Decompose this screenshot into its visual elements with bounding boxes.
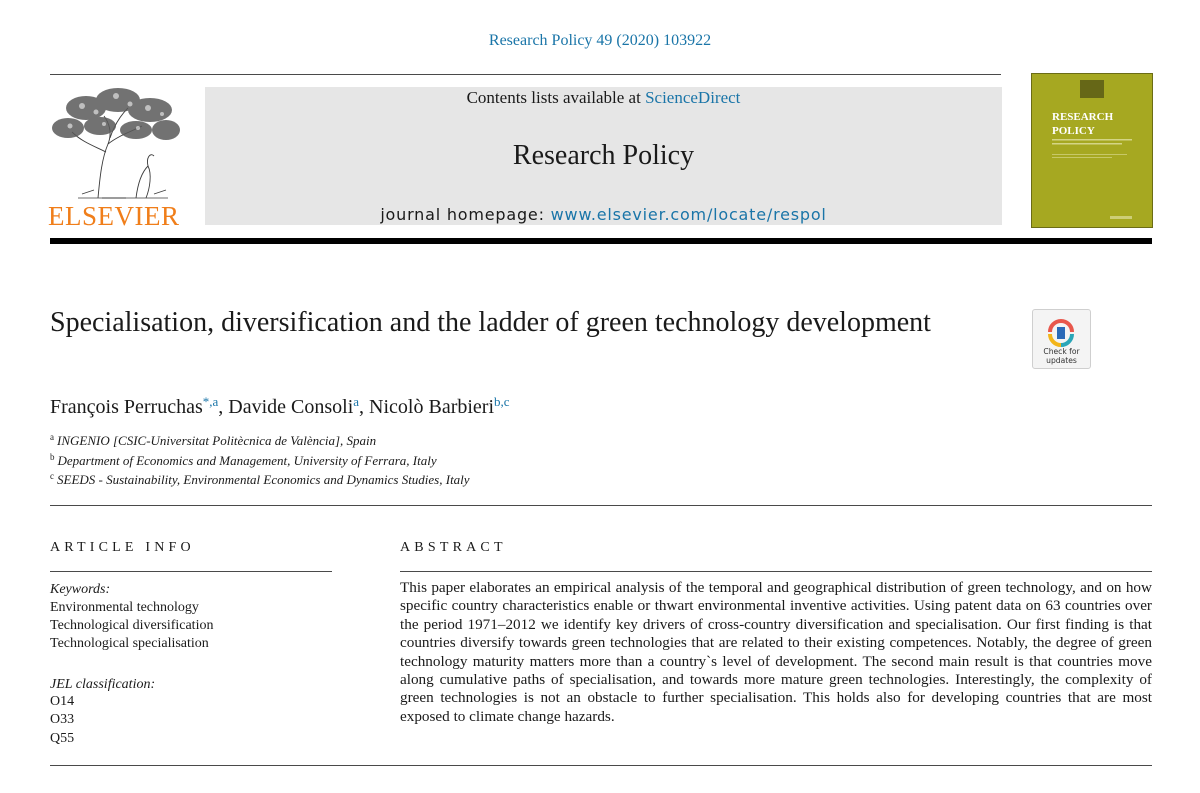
check-updates-line1: Check for [1043,347,1080,356]
check-updates-icon [1050,321,1072,345]
cover-artwork [1032,74,1152,227]
article-info-heading: ARTICLE INFO [50,540,195,555]
check-for-updates-button[interactable] [1032,309,1091,369]
keywords-label: Keywords: [50,582,111,597]
abstract-heading: ABSTRACT [400,540,507,555]
affiliation [50,452,437,469]
keyword: Technological diversification [50,618,214,633]
affiliation-mark: c [50,471,54,481]
jel-code: O14 [50,694,75,709]
homepage-line [205,205,1002,224]
jel-classification-label: JEL classification: [50,677,156,692]
check-updates-line2: updates [1046,356,1077,365]
authors-line: François Perruchas$^{*,a}$, Davide Consoli$^a$, Nicolò Barbieri$^{b,c}$ [50,394,510,418]
journal-cover-image[interactable] [1032,74,1152,227]
article-info-divider [50,571,332,572]
affiliation-divider [50,505,1152,506]
article-title: Specialisation, diversification and the ladder of green technology development [50,307,931,338]
affiliation [50,471,470,488]
bottom-divider [50,765,1152,766]
sciencedirect-link[interactable]: ScienceDirect [645,88,741,107]
contents-line [205,88,1002,108]
author-name[interactable]: François Perruchas [50,396,203,418]
abstract-text: This paper elaborates an empirical analysis of the temporal and geographical distribution of green technology, and on how specific country characteristics enable or thwart environmental inventive activities. Using patent data on 63 countries over the period 1971–2012 we identify key drivers of cross-country diversification and specialisation. Our first finding is that countries diversify towards green technologies that are related to their existing competences. Notably, the degree of green technology maturity matters more than a country`s level of development. The second main result is that countries move along cumulative paths of specialisation, and towards more mature green technologies. Interestingly, the complexity of green technologies is not an obstacle to further specialisation. This holds also for developing countries that are most exposed to climate change hazards. [400,579,1152,725]
author-name[interactable]: Nicolò Barbieri [369,396,495,418]
abstract-divider [400,571,1152,572]
homepage-prefix: journal homepage: [380,205,551,224]
keyword: Environmental technology [50,600,199,615]
elsevier-wordmark[interactable]: ELSEVIER [48,201,180,231]
header-thick-divider [50,238,1152,244]
affiliation-mark: a [50,432,54,442]
homepage-link[interactable]: www.elsevier.com/locate/respol [550,205,827,224]
cover-title-line2: POLICY [1052,125,1095,137]
affiliation-text: Department of Economics and Management, University of Ferrara, Italy [57,453,437,468]
contents-prefix: Contents lists available at [466,88,646,107]
keyword: Technological specialisation [50,636,209,651]
affiliation-mark: b [50,452,55,462]
jel-code: Q55 [50,731,75,746]
jel-code: O33 [50,712,75,727]
journal-citation[interactable]: Research Policy 49 (2020) 103922 [488,32,712,49]
author-marker[interactable]: b,c [494,394,510,409]
cover-title-line1: RESEARCH [1052,111,1114,123]
affiliation-text: INGENIO [CSIC-Universitat Politècnica de València], Spain [57,433,377,448]
header-divider [50,74,1001,75]
author-name[interactable]: Davide Consoli [228,396,354,418]
journal-name: Research Policy [512,140,695,171]
affiliation [50,432,376,449]
affiliation-text: SEEDS - Sustainability, Environmental Economics and Dynamics Studies, Italy [57,472,470,487]
author-marker[interactable]: *,a [202,394,219,409]
author-marker[interactable]: a [353,394,360,409]
